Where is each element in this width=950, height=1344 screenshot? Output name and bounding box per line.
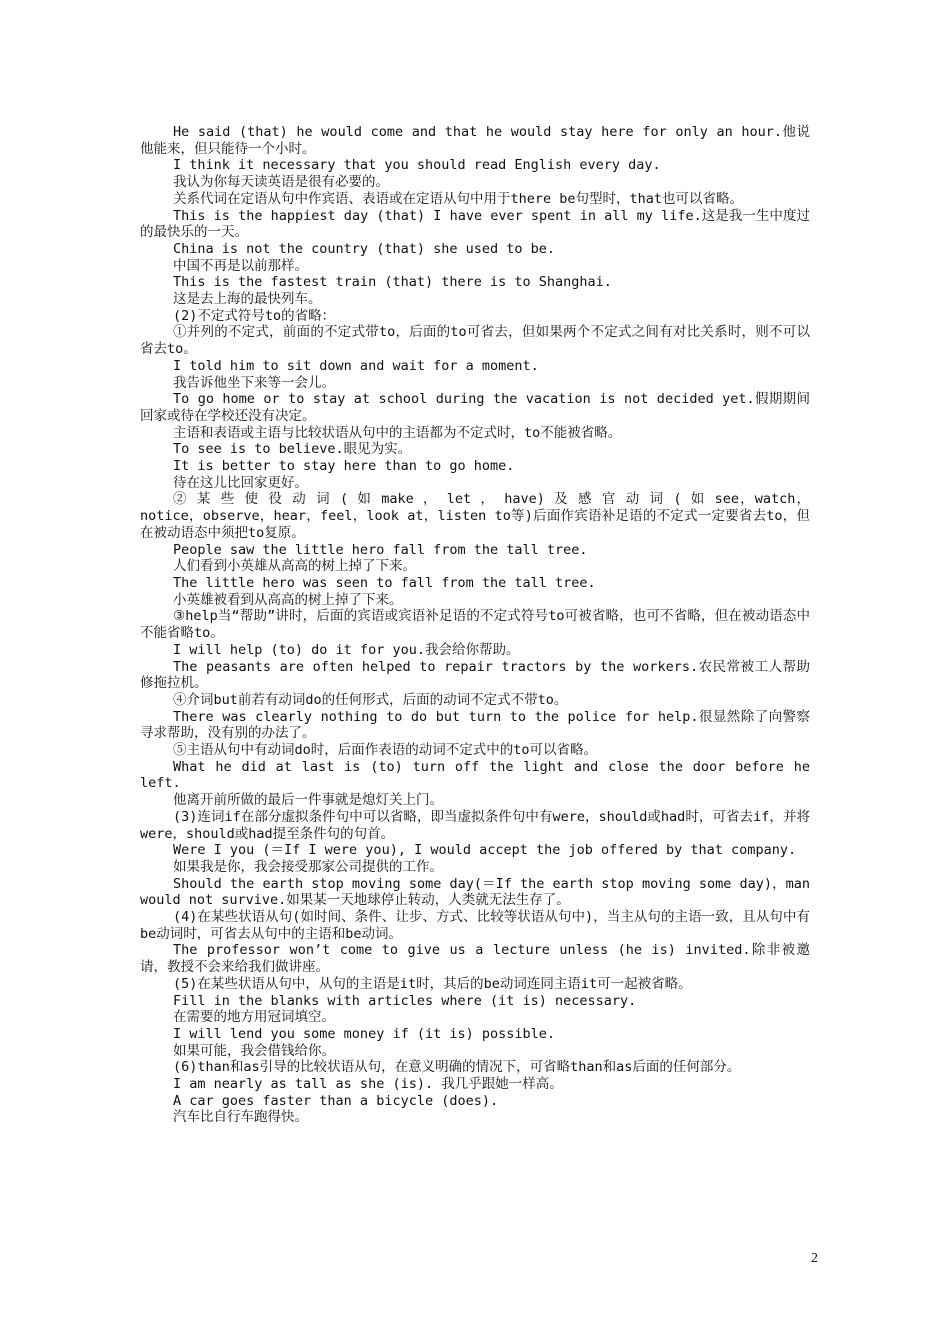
paragraph: I think it necessary that you should read English every day. (173, 157, 661, 174)
paragraph: ①并列的不定式，前面的不定式带to，后面的to可省去，但如果两个不定式之间有对比关系时，则不可以省去to。 (140, 324, 810, 358)
paragraph: I will lend you some money if (it is) possible. (173, 1025, 556, 1042)
paragraph: 如果我是你，我会接受那家公司提供的工作。 (173, 858, 443, 875)
paragraph: The little hero was seen to fall from the tall tree. (173, 574, 596, 591)
paragraph: 待在这儿比回家更好。 (173, 474, 308, 491)
paragraph: This is the happiest day (that) I have ever spent in all my life.这是我一生中度过的最快乐的一天。 (140, 207, 810, 241)
paragraph: People saw the little hero fall from the tall tree. (173, 541, 588, 558)
paragraph: 我认为你每天读英语是很有必要的。 (173, 174, 389, 191)
paragraph: I told him to sit down and wait for a moment. (173, 357, 539, 374)
paragraph: Fill in the blanks with articles where (it is) necessary. (173, 992, 637, 1009)
paragraph: (6)than和as引导的比较状语从句，在意义明确的情况下，可省略than和as后面的任何部分。 (173, 1059, 741, 1076)
paragraph: There was clearly nothing to do but turn to the police for help.很显然除了向警察寻求帮助，没有别的办法了。 (140, 708, 810, 742)
paragraph: 如果可能，我会借钱给你。 (173, 1042, 335, 1059)
paragraph: ③help当“帮助”讲时，后面的宾语或宾语补足语的不定式符号to可被省略，也可不省略，但在被动语态中不能省略to。 (140, 608, 810, 642)
paragraph: 这是去上海的最快列车。 (173, 291, 322, 308)
body-text (140, 124, 810, 1126)
paragraph: He said (that) he would come and that he would stay here for only an hour.他说他能来，但只能待一个小时。 (140, 124, 810, 157)
paragraph: (3)连词if在部分虚拟条件句中可以省略，即当虚拟条件句中有were，should或had时，可省去if，并将were，should或had提至条件句的句首。 (140, 808, 810, 842)
paragraph: 他离开前所做的最后一件事就是熄灯关上门。 (173, 792, 443, 809)
paragraph: (2)不定式符号to的省略： (173, 307, 336, 324)
paragraph: 小英雄被看到从高高的树上掉了下来。 (173, 591, 403, 608)
paragraph: I am nearly as tall as she (is). 我几乎跟她一样高。 (173, 1076, 563, 1093)
paragraph: 主语和表语或主语与比较状语从句中的主语都为不定式时，to不能被省略。 (173, 424, 622, 441)
paragraph: 人们看到小英雄从高高的树上掉了下来。 (173, 558, 416, 575)
paragraph: What he did at last is (to) turn off the light and close the door before he left. (140, 758, 810, 792)
paragraph: 汽车比自行车跑得快。 (173, 1109, 308, 1126)
paragraph: China is not the country (that) she used to be. (173, 240, 556, 257)
paragraph: This is the fastest train (that) there is to Shanghai. (173, 274, 612, 291)
paragraph: 我告诉他坐下来等一会儿。 (173, 374, 335, 391)
paragraph: To see is to believe.眼见为实。 (173, 441, 412, 458)
paragraph: 在需要的地方用冠词填空。 (173, 1009, 335, 1026)
paragraph: ② 某 些 使 役 动 词 ( 如 make ， let ， have) 及 感 官 动 词 ( 如 see，watch，notice，observe，hear，feel，look at，listen to等)后面作宾语补足语的不定式一定要省去to，但在被动语态中须把to复原。 (140, 491, 810, 541)
paragraph: Should the earth stop moving some day(＝If the earth stop moving some day)，man would not survive.如果某一天地球停止转动，人类就无法生存了。 (140, 875, 810, 909)
paragraph: ⑤主语从句中有动词do时，后面作表语的动词不定式中的to可以省略。 (173, 742, 598, 759)
paragraph: The professor won’t come to give us a lecture unless (he is) invited.除非被邀请，教授不会来给我们做讲座。 (140, 942, 810, 976)
paragraph: A car goes faster than a bicycle (does). (173, 1092, 499, 1109)
paragraph: ④介词but前若有动词do的任何形式，后面的动词不定式不带to。 (173, 691, 568, 708)
paragraph: 中国不再是以前那样。 (173, 257, 308, 274)
paragraph: 关系代词在定语从句中作宾语、表语或在定语从句中用于there be句型时，that也可以省略。 (173, 190, 744, 207)
paragraph: The peasants are often helped to repair tractors by the workers.农民常被工人帮助修拖拉机。 (140, 658, 810, 692)
paragraph: Were I you (＝If I were you), I would accept the job offered by that company. (173, 842, 797, 859)
page-number: 2 (811, 1251, 818, 1266)
paragraph: It is better to stay here than to go home. (173, 458, 515, 475)
paragraph: (5)在某些状语从句中，从句的主语是it时，其后的be动词连同主语it可一起被省略。 (173, 975, 692, 992)
paragraph: I will help (to) do it for you.我会给你帮助。 (173, 641, 520, 658)
paragraph: (4)在某些状语从句(如时间、条件、让步、方式、比较等状语从句中)，当主从句的主语一致，且从句中有be动词时，可省去从句中的主语和be动词。 (140, 909, 810, 942)
paragraph: To go home or to stay at school during the vacation is not decided yet.假期期间回家或待在学校还没有决定。 (140, 391, 810, 424)
